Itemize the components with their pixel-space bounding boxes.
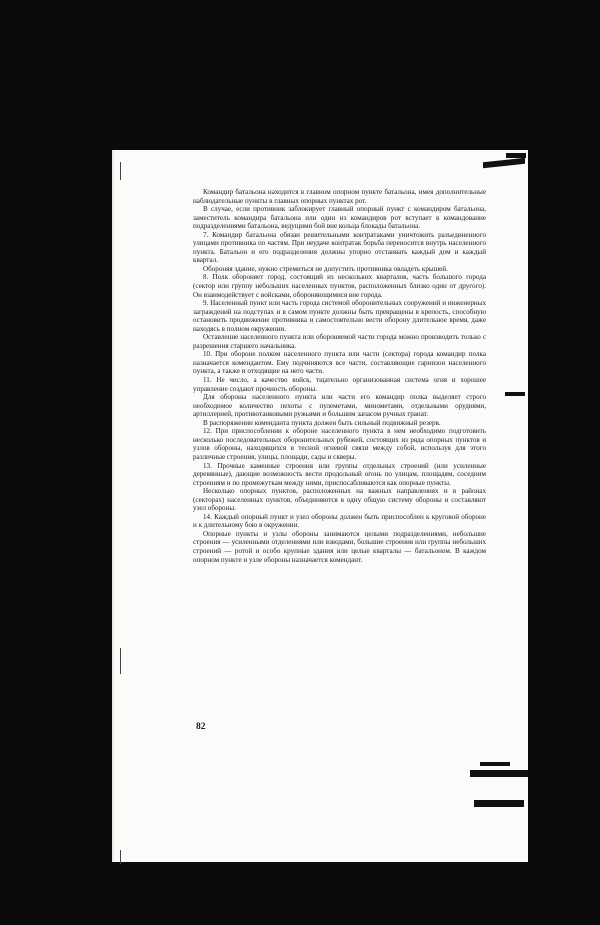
paragraph: Командир батальона находится в главном опорном пункте батальона, имея дополнительные наблюдательные пункты в главных опорных пунктах рот. xyxy=(193,188,486,205)
paragraph: 9. Населенный пункт или часть города системой оборонительных сооружений и инженерных заграждений на подступах и в самом пункте должны быть превращены в крепость, способную остановить продвижение противника и самостоятельно вести оборону длительное время, даже находясь в полном окружении. xyxy=(193,299,486,333)
paragraph: Обороняя здание, нужно стремиться не допустить противника овладеть крышей. xyxy=(203,264,448,273)
paragraph: Несколько опорных пунктов, расположенных на важных направлениях и в районах (секторах) населенных пунктов, объединяются в одну общую систему обороны и составляют узел обороны. xyxy=(193,487,486,513)
body-text xyxy=(193,188,486,564)
scan-artifact-mark xyxy=(470,770,528,777)
paragraph: 11. Не число, а качество войск, тщательно организованная система огня и хорошее управление создают прочность обороны. xyxy=(193,376,486,393)
paragraph: 7. Командир батальона обязан решительными контратаками уничтожить разъединенного улицами противника по частям. При неудаче контратак борьба переносится внутрь населенного пункта. Батальон и его подразделения должны упорно отстаивать каждый дом и каждый квартал. xyxy=(193,230,486,265)
paragraph: В распоряжении коменданта пункта должен быть сильный подвижный резерв. xyxy=(203,418,441,427)
paragraph: Для обороны населенного пункта или части его командир полка выделяет строго необходимое количество пехоты с пулеметами, минометами, отдельными орудиями, артиллерией, противотанковыми ружьями и большим запасом ручных гранат. xyxy=(193,393,486,419)
paragraph: 12. При приспособлении к обороне населенного пункта в нем необходимо подготовить несколько последовательных оборонительных рубежей, состоящих из ряда опорных пунктов и узлов обороны, находящихся в тесной огневой связи между собой, используя для этого различные строения, улицы, площади, сады и скверы. xyxy=(193,427,486,461)
margin-tick xyxy=(120,648,121,674)
paragraph: В случае, если противник заблокирует главный опорный пункт с командиром батальона, заместитель командира батальона или один из командиров рот вступает в командование подразделениями батальона, ведущими бой вне кольца блокады батальона. xyxy=(193,205,486,231)
scan-artifact-mark xyxy=(474,800,524,807)
paragraph: Опорные пункты и узлы обороны занимаются целыми подразделениями, небольшие строения — усиленными отделениями или взводами, большие строения или группы небольших строений — ротой и особо крупные здания или целые кварталы — батальоном. В каждом опорном пункте и узле обороны назначается комендант. xyxy=(193,529,486,564)
scan-artifact-mark xyxy=(505,392,525,396)
margin-tick xyxy=(120,850,121,864)
paragraph: 10. При обороне полком населенного пункта или части (сектора) города командир полка назначается комендантом. Ему подчиняются все части, составляющие гарнизон населенного пункта, а также и отходящие на него части. xyxy=(193,350,486,376)
paragraph: 13. Прочные каменные строения или группы отдельных строений (или усиленные деревянные), дающие возможность вести продольный огонь по улицам, площадям, соседним строениям и по промежуткам между ними, приспосабливаются как опорные пункты. xyxy=(193,461,486,487)
paragraph: Оставление населенного пункта или обороняемой части города можно производить только с разрешения старшего начальника. xyxy=(193,333,486,350)
scan-artifact-mark xyxy=(480,762,510,766)
scan-artifact-mark xyxy=(506,153,526,158)
page-number: 82 xyxy=(196,722,206,732)
margin-tick xyxy=(120,162,121,180)
paragraph: 8. Полк обороняет город, состоящий из нескольких кварталов, часть большого города (сектор или группу небольших населенных пунктов, расположенных близко один от другого). Он взаимодействует с войсками, обороняющимися вне города. xyxy=(193,273,486,299)
paragraph: 14. Каждый опорный пункт и узел обороны должен быть приспособлен к круговой обороне и к длительному бою в окружении. xyxy=(193,512,486,530)
